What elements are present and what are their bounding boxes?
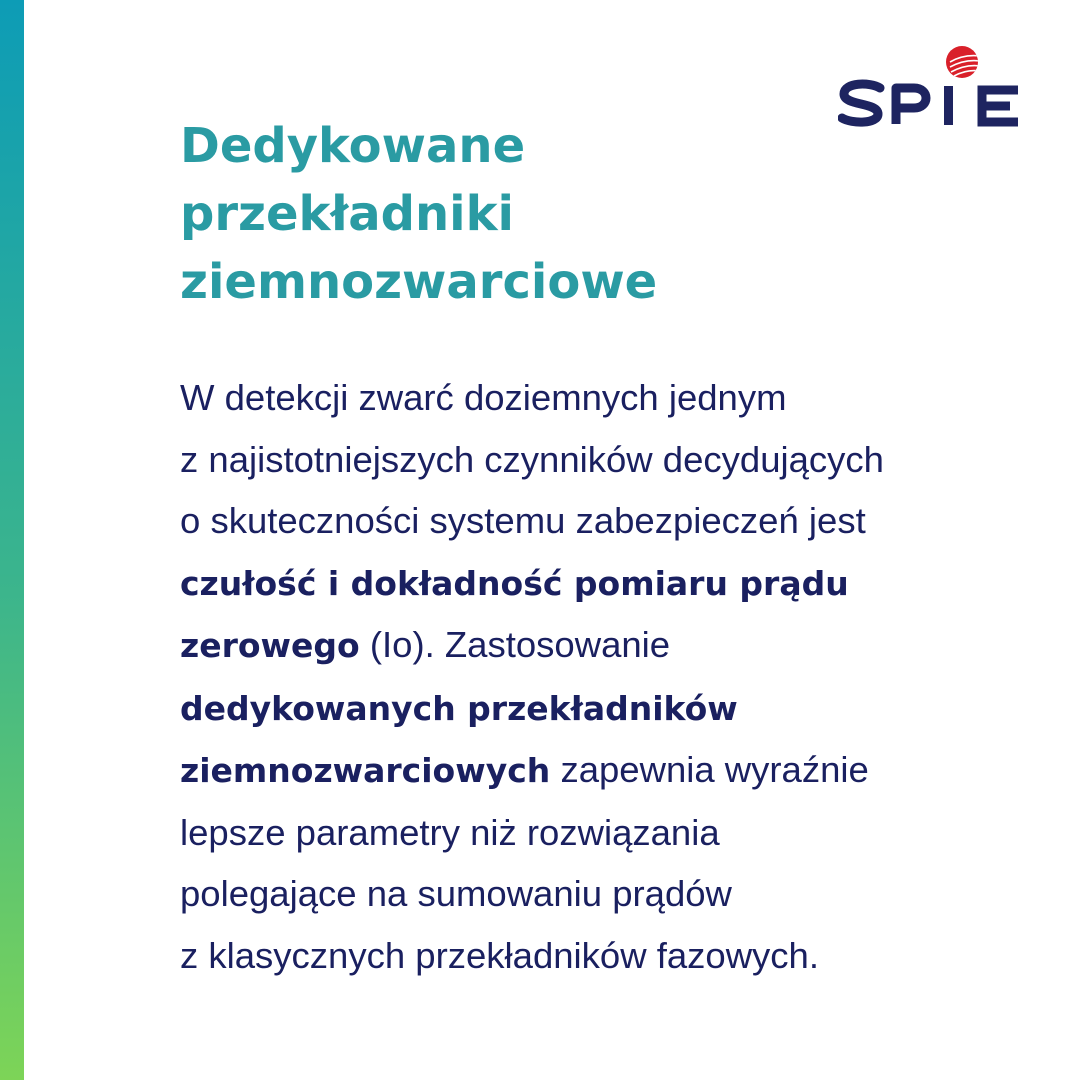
logo-letter-p <box>896 88 926 124</box>
emphasis-zero: zerowego <box>180 626 360 665</box>
body-line-8: lepsze parametry niż rozwiązania <box>180 811 720 853</box>
gradient-side-bar <box>0 0 24 1080</box>
emphasis-dedicated: dedykowanych przekładników <box>180 688 738 728</box>
logo-text: SPIE <box>838 44 841 45</box>
emphasis-sensitivity: czułość i dokładność pomiaru prądu <box>180 563 849 603</box>
body-paragraph <box>180 367 1040 986</box>
spie-logo <box>838 44 1024 128</box>
logo-letter-i <box>944 86 953 125</box>
body-line-4 <box>180 552 1040 615</box>
body-line-2: z najistotniejszych czynników decydujących <box>180 438 884 480</box>
logo-letter-e <box>982 90 1018 122</box>
title-line-1: Dedykowane <box>180 118 526 174</box>
body-line-3: o skuteczności systemu zabezpieczeń jest <box>180 500 866 541</box>
body-line-7-rest: zapewnia wyraźnie <box>550 749 869 790</box>
page-title <box>180 112 657 316</box>
logo-letter-s <box>842 84 880 122</box>
body-line-5-rest: (Io). Zastosowanie <box>359 624 671 665</box>
body-line-10: z klasycznych przekładników fazowych. <box>180 934 819 976</box>
body-line-9: polegające na sumowaniu prądów <box>180 873 732 914</box>
spie-logo-graphic <box>838 44 1024 128</box>
title-line-3: ziemnozwarciowe <box>180 254 658 310</box>
body-line-5 <box>180 614 1040 677</box>
body-line-7 <box>180 739 1040 802</box>
body-line-6 <box>180 677 1040 740</box>
body-line-1: W detekcji zwarć doziemnych jednym <box>180 377 787 418</box>
title-line-2: przekładniki <box>180 186 515 242</box>
emphasis-earth-fault: ziemnozwarciowych <box>180 751 551 790</box>
